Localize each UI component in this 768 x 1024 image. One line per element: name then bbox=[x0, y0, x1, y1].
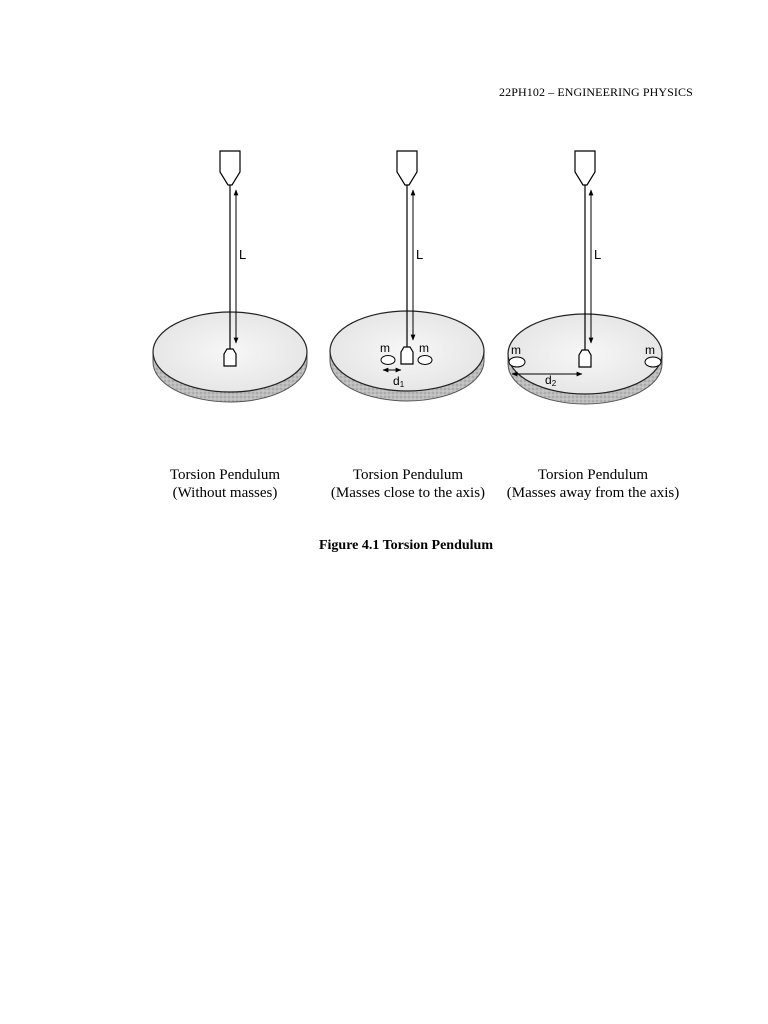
distance-label-2-sub: 2 bbox=[551, 379, 557, 388]
caption-1-title: Torsion Pendulum bbox=[169, 467, 281, 483]
mass-label-2-left: m bbox=[380, 341, 390, 355]
holder-3 bbox=[579, 350, 591, 367]
pendulum-3 bbox=[508, 151, 662, 404]
caption-2 bbox=[318, 466, 498, 502]
caption-2-subtitle: (Masses close to the axis) bbox=[330, 485, 486, 501]
mass-label-3-right: m bbox=[645, 343, 655, 357]
mass-2-left bbox=[381, 356, 395, 365]
pendulum-2 bbox=[330, 151, 484, 401]
figure-title: Figure 4.1 Torsion Pendulum bbox=[318, 538, 493, 553]
mass-2-right bbox=[418, 356, 432, 365]
caption-3-title: Torsion Pendulum bbox=[537, 467, 649, 483]
clamp-2 bbox=[397, 151, 417, 185]
distance-label-1-main: d bbox=[393, 374, 400, 388]
length-label-1: L bbox=[239, 247, 247, 262]
torsion-pendulum-diagram bbox=[0, 0, 768, 460]
pendulum-1 bbox=[153, 151, 307, 402]
length-label-2: L bbox=[416, 247, 424, 262]
caption-3 bbox=[503, 466, 683, 502]
caption-1-subtitle: (Without masses) bbox=[172, 485, 278, 501]
mass-label-2-right: m bbox=[419, 341, 429, 355]
distance-label-2-main: d bbox=[545, 373, 552, 387]
mass-3-left bbox=[509, 357, 525, 367]
caption-1 bbox=[150, 466, 300, 502]
mass-label-3-left: m bbox=[511, 343, 521, 357]
clamp-1 bbox=[220, 151, 240, 185]
caption-3-subtitle: (Masses away from the axis) bbox=[506, 485, 680, 501]
distance-label-1-sub: 1 bbox=[399, 380, 405, 389]
mass-3-right bbox=[645, 357, 661, 367]
holder-2 bbox=[401, 347, 413, 364]
caption-2-title: Torsion Pendulum bbox=[352, 467, 464, 483]
length-label-3: L bbox=[594, 247, 602, 262]
holder-1 bbox=[224, 349, 236, 366]
clamp-3 bbox=[575, 151, 595, 185]
page-header: 22PH102 – ENGINEERING PHYSICS bbox=[499, 85, 693, 99]
